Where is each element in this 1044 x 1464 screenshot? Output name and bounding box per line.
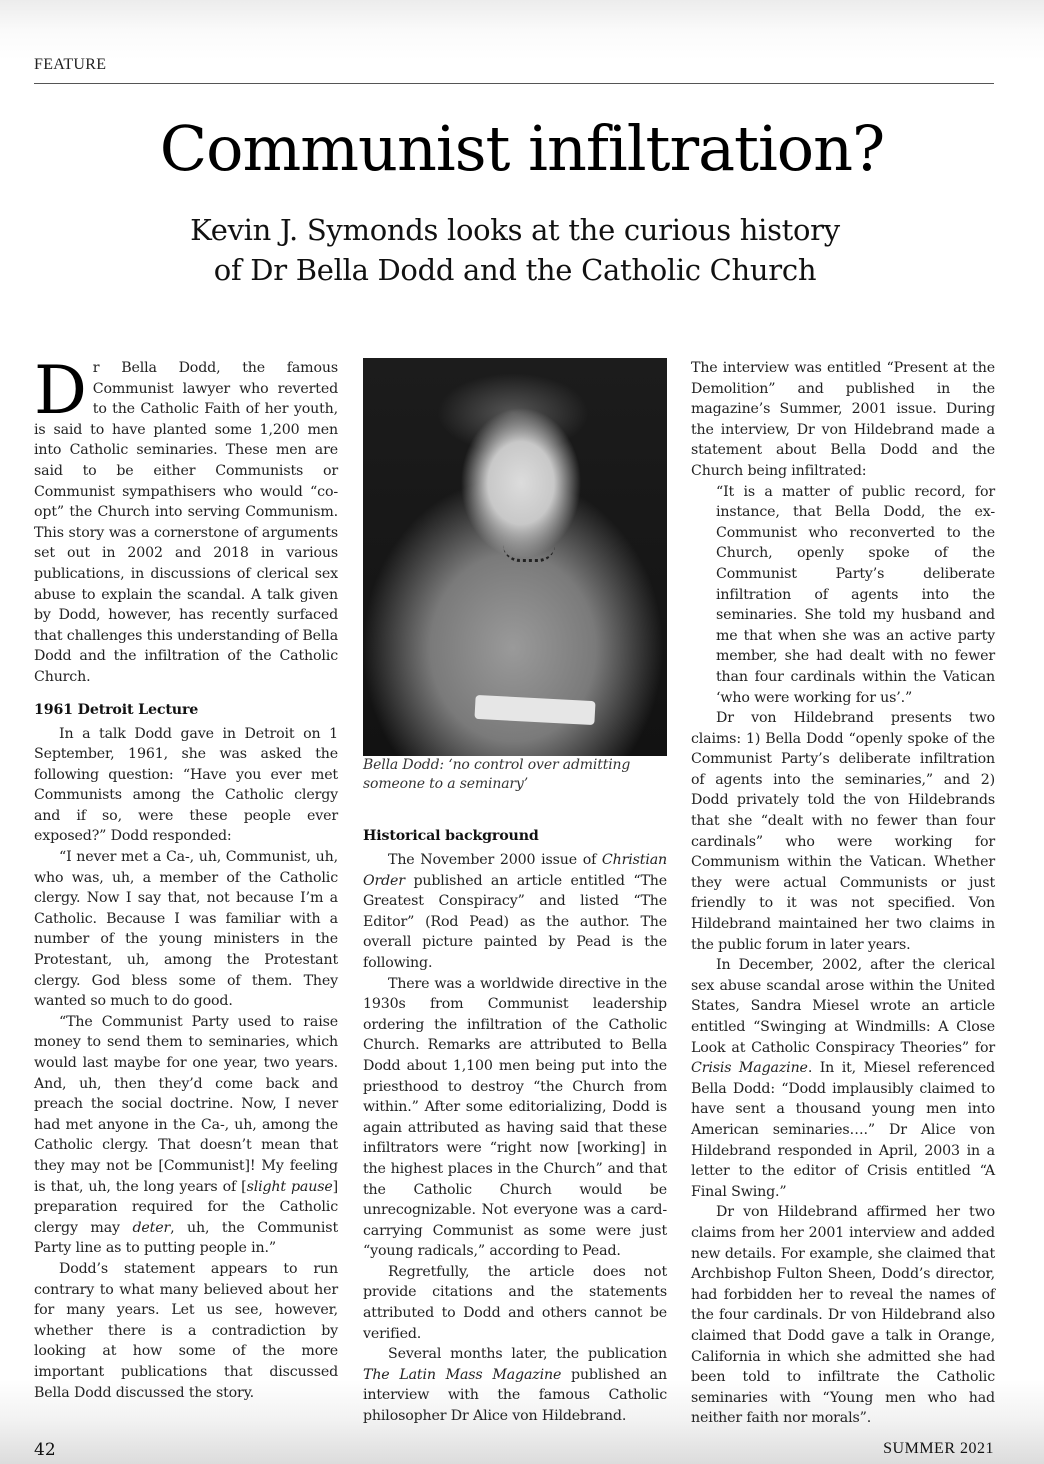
page-number: 42 [34,1440,56,1460]
intro-paragraph [34,352,338,688]
section-heading-detroit-lecture: 1961 Detroit Lecture [34,701,199,718]
bella-dodd-photo [363,358,667,756]
italic-text: slight pause [246,1178,333,1195]
publication-title: Crisis Magazine [691,1060,808,1077]
paragraph: In a talk Dodd gave in Detroit on 1 September, 1961, she was asked the following question: “Have you ever met Communists among the Catholic clergy and if so, were these people ever exposed?” Dodd responded: [34,725,338,845]
paragraph: Dr von Hildebrand affirmed her two claims from her 2001 interview and added new details. For example, she claimed that Archbishop Fulton Sheen, Dodd’s director, had forbidden her to reveal the names of the four cardinals. Dr von Hildebrand also claimed that Dodd gave a talk in Orange, California in which she admitted she had been told to infiltrate the Catholic seminaries with “Young men who had neither faith nor morals”. [691,1204,995,1427]
publication-title: Christian Order [363,852,667,889]
text: , uh, the Communist Party line as to putting people in.” [34,1219,338,1257]
photo-caption: Bella Dodd: ‘no control over admitting someone to a seminary’ [363,757,631,792]
paragraph [363,850,667,974]
article-title: Communist infiltration? [159,112,885,185]
text: In December, 2002, after the clerical sex abuse scandal arose within the United States, Sandra Miesel wrote an article entitled “Swinging at Windmills: A Close Look at Catholic Conspiracy Theories” for [691,957,995,1056]
text: . In it, Miesel referenced Bella Dodd: “Dodd implausibly claimed to have sent a thousand young men into American seminaries….” Dr Alice von Hildebrand responded in April, 2003 in a letter to the editor of Crisis entitled “A Final Swing.” [691,1060,995,1200]
text: Several months later, the publication [388,1346,667,1363]
quote-paragraph [34,1012,338,1259]
paragraph: The interview was entitled “Present at the Demolition” and published in the magazine’s Summer, 2001 issue. During the interview, Dr von Hildebrand made a statement about Bella Dodd and the Church being infiltrated: [691,360,995,479]
paragraph: There was a worldwide directive in the 1930s from Communist leadership ordering the infiltration of the Catholic Church. Remarks are attributed to Bella Dodd about 1,100 men being put into the priesthood to destroy “the Church from within.” After some editorializing, Dodd is again attributed as having said that these infiltrators were “right now [working] in the highest places in the Church” and that the Catholic Church would be unrecognizable. Not everyone was a card-carrying Communist as some were just “young radicals,” according to Pead. [363,975,667,1260]
column-1 [34,352,338,1403]
publication-title: The Latin Mass Magazine [363,1366,562,1383]
paragraph: Dr von Hildebrand presents two claims: 1) Bella Dodd “openly spoke of the Communist Party’s deliberate infiltration of agents into the seminaries,” and 2) Dodd privately told the von Hildebrands that she “dealt with no fewer than four cardinals” who were working for Communism within the Vatican. Whether they were actual Communists or just friendly to it was not specified. Von Hildebrand maintained her two claims in the public forum in later years. [691,710,995,953]
text: published an interview with the famous Catholic philosopher Dr Alice von Hildebrand. [363,1366,667,1425]
quote-paragraph: “I never met a Ca-, uh, Communist, uh, who was, uh, a member of the Catholic clergy. Now I say that, not because I’m a Catholic. Because I was familiar with a number of the young ministers in the Protestant, uh, among the Protestant clergy. God bless some of them. They wanted so much to do good. [34,849,338,1010]
drop-cap: D [34,352,87,429]
text: ] preparation required for the Catholic clergy may [34,1178,338,1236]
text: The November 2000 issue of [388,852,602,868]
column-2 [363,358,667,1427]
subtitle-line-1: Kevin J. Symonds looks at the curious history [190,213,840,247]
italic-text: deter [132,1219,171,1236]
header-rule [34,83,994,84]
article-subtitle [0,210,1030,290]
issue-label: SUMMER 2021 [883,1440,994,1457]
paragraph [691,955,995,1202]
photo-necklace-detail [503,545,555,562]
subtitle-line-2: of Dr Bella Dodd and the Catholic Church [213,253,817,287]
photo-papers-detail [474,695,595,725]
block-quote: “It is a matter of public record, for instance, that Bella Dodd, the ex-Communist who reconverted to the Church, openly spoke of the Communist Party’s deliberate infiltration of agents into the seminaries. She told my husband and me that when she was an active party member, she had dealt with no fewer than four cardinals within the Vatican ‘who were working for us’.” [716,483,995,706]
section-label: FEATURE [34,56,107,73]
paragraph [363,1344,667,1426]
paragraph: Regretfully, the article does not provide citations and the statements attributed to Dodd and others cannot be verified. [363,1263,667,1342]
text: “The Communist Party used to raise money to send them to seminaries, which would last maybe for one year, two years. And, uh, then they’d come back and preach the social doctrine. Now, I never had met anyone in the Ca-, uh, among the Catholic clergy. That doesn’t mean that they may not be [Communist]! My feeling is that, uh, the long years of [ [34,1013,338,1195]
section-heading-historical-background: Historical background [363,828,539,844]
paragraph: Dodd’s statement appears to run contrary to what many believed about her for many years. Let us see, however, whether there is a contradiction by looking at how some of the more important publications that discussed Bella Dodd discussed the story. [34,1260,338,1401]
intro-text: r Bella Dodd, the famous Communist lawyer who reverted to the Catholic Faith of her youth, is said to have planted some 1,200 men into Catholic seminaries. These men are said to be either Communists or Communist sympathisers who would “co-opt” the Church into serving Communism. This story was a cornerstone of arguments set out in 2002 and 2018 in various publications, in discussions of clerical sex abuse to explain the scandal. A talk given by Dodd, however, has recently surfaced that challenges this understanding of Bella Dodd and the infiltration of the Catholic Church. [34,360,338,685]
column-3 [691,358,995,1429]
text: published an article entitled “The Greatest Conspiracy” and listed “The Editor” (Rod Pead) as the author. The overall picture painted by Pead is the following. [363,872,667,971]
